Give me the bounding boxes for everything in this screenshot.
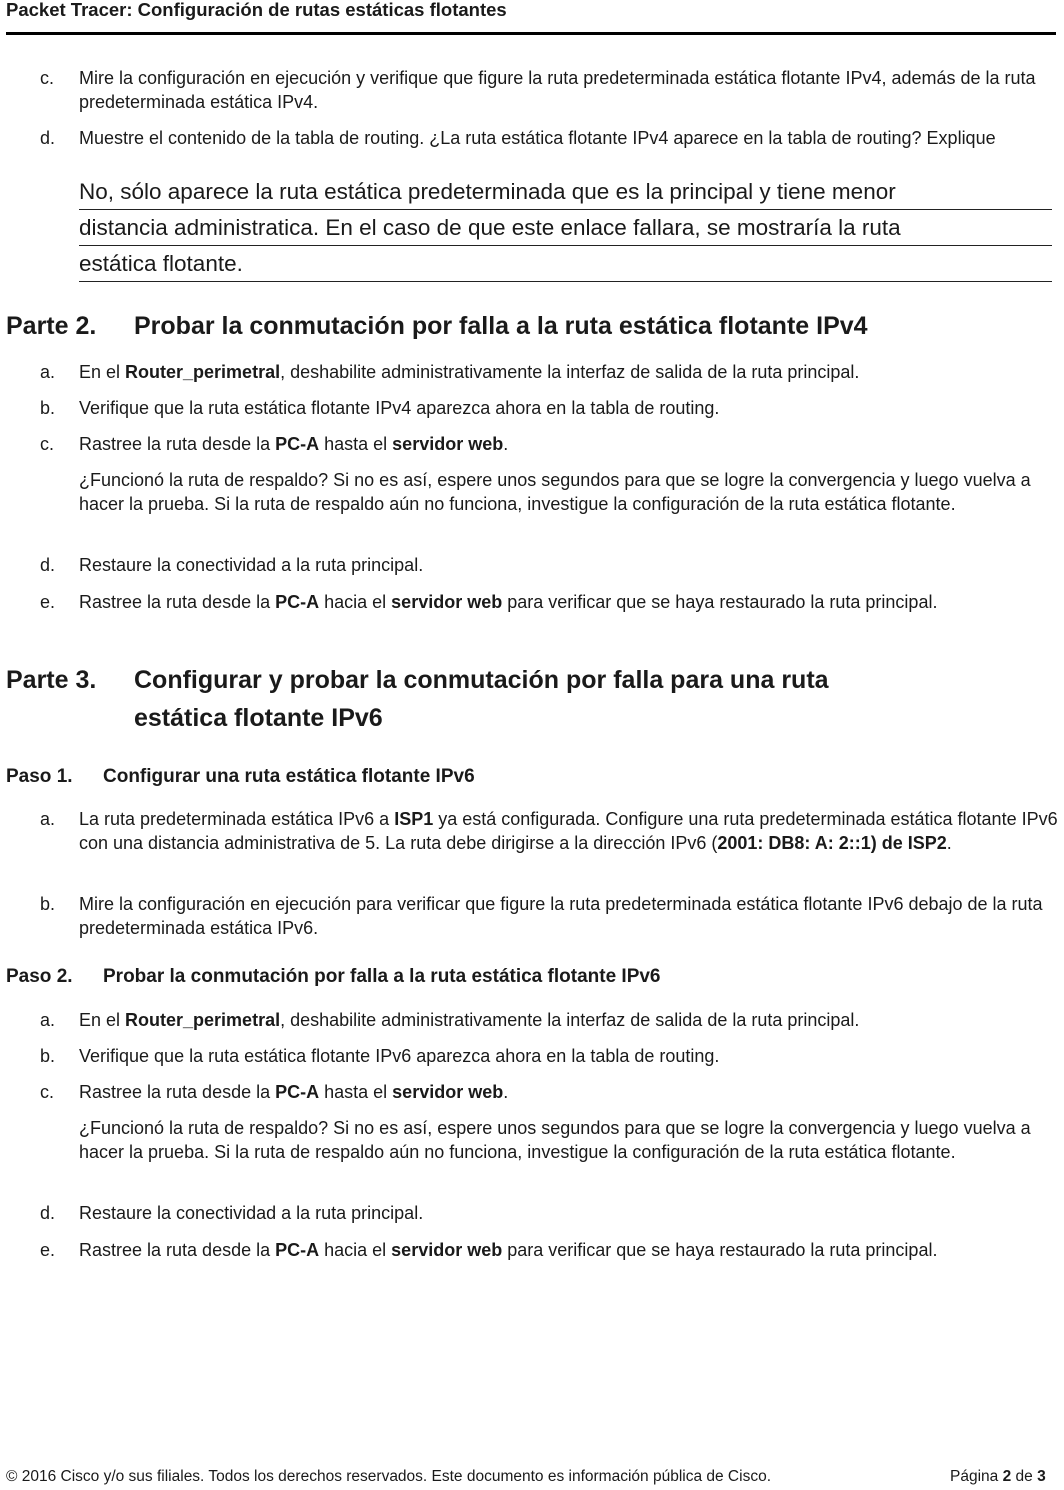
step-heading <box>6 965 1056 989</box>
step-title: Configurar una ruta estática flotante IPv6 <box>103 766 475 787</box>
section-number: Parte 3. <box>6 666 97 694</box>
section-title-line2: estática flotante IPv6 <box>134 704 383 732</box>
item-label: b. <box>40 894 56 914</box>
document-title: Packet Tracer: Configuración de rutas estáticas flotantes <box>6 0 507 20</box>
item-label: d. <box>40 555 56 575</box>
step-title: Probar la conmutación por falla a la ruta estática flotante IPv6 <box>103 966 661 987</box>
section-title: Probar la conmutación por falla a la ruta estática flotante IPv4 <box>134 312 868 340</box>
answer-line: distancia administratica. En el caso de que este enlace fallara, se mostraría la ruta <box>79 211 1052 246</box>
item-label: a. <box>40 362 56 382</box>
item-text: En el Router_perimetral, deshabilite administrativamente la interfaz de salida de la ruta principal. <box>79 362 860 382</box>
item-text: Rastree la ruta desde la PC-A hacia el servidor web para verificar que se haya restaurado la ruta principal. <box>79 1240 938 1260</box>
item-text: Rastree la ruta desde la PC-A hasta el servidor web. <box>79 1082 509 1102</box>
item-label: e. <box>40 592 56 612</box>
list-item <box>40 396 1058 420</box>
item-text: La ruta predeterminada estática IPv6 a ISP1 ya está configurada. Configure una ruta predeterminada estática flotante IPv6 con una distancia administrativa de 5. La ruta debe dirigirse a la dirección IPv6 (2001: DB8: A: 2::1) de ISP2. <box>79 809 1058 853</box>
list-item <box>40 360 1058 384</box>
item-text: Rastree la ruta desde la PC-A hasta el servidor web. <box>79 434 509 454</box>
list-item <box>40 590 1058 614</box>
list-item <box>40 66 1058 114</box>
list-item <box>40 1080 1058 1104</box>
list-item <box>40 1044 1058 1068</box>
footer-copyright: © 2016 Cisco y/o sus filiales. Todos los derechos reservados. Este documento es información pública de Cisco. <box>6 1468 771 1485</box>
step-heading <box>6 765 1056 789</box>
list-item <box>40 807 1058 855</box>
list-item <box>40 432 1058 456</box>
page-number: Página 2 de 3 <box>950 1468 1046 1485</box>
item-label: c. <box>40 68 55 88</box>
item-label: c. <box>40 434 55 454</box>
item-label: a. <box>40 809 56 829</box>
item-label: b. <box>40 398 56 418</box>
section-heading <box>6 309 1056 343</box>
item-text: Mire la configuración en ejecución y verifique que figure la ruta predeterminada estática flotante IPv4, además de la ruta predeterminada estática IPv4. <box>79 68 1036 112</box>
item-text: Muestre el contenido de la tabla de routing. ¿La ruta estática flotante IPv4 aparece en la tabla de routing? Explique <box>79 128 996 148</box>
item-label: c. <box>40 1082 55 1102</box>
item-text: Verifique que la ruta estática flotante IPv4 aparezca ahora en la tabla de routing. <box>79 398 720 418</box>
answer-line: estática flotante. <box>79 247 1052 282</box>
item-text: Mire la configuración en ejecución para verificar que figure la ruta predeterminada estática flotante IPv6 debajo de la ruta predeterminada estática IPv6. <box>79 894 1043 938</box>
item-label: a. <box>40 1010 56 1030</box>
step-number: Paso 1. <box>6 766 73 787</box>
item-text: Verifique que la ruta estática flotante IPv6 aparezca ahora en la tabla de routing. <box>79 1046 720 1066</box>
item-label: b. <box>40 1046 56 1066</box>
note-paragraph: ¿Funcionó la ruta de respaldo? Si no es así, espere unos segundos para que se logre la convergencia y luego vuelva a hacer la prueba. Si la ruta de respaldo aún no funciona, investigue la configuración de la ruta estática flotante. <box>79 1118 1031 1162</box>
list-item <box>40 553 1058 577</box>
section-title-line1: Configurar y probar la conmutación por falla para una ruta <box>134 666 829 694</box>
item-text: Restaure la conectividad a la ruta principal. <box>79 555 424 575</box>
step-number: Paso 2. <box>6 966 73 987</box>
list-item <box>40 892 1058 940</box>
list-item <box>40 1201 1058 1225</box>
list-item <box>40 1238 1058 1262</box>
section-number: Parte 2. <box>6 312 97 340</box>
answer-line: No, sólo aparece la ruta estática predeterminada que es la principal y tiene menor <box>79 175 1052 210</box>
section-heading <box>6 663 1056 735</box>
item-text: Restaure la conectividad a la ruta principal. <box>79 1203 424 1223</box>
page-header <box>6 0 1056 35</box>
list-item <box>40 126 1058 150</box>
item-label: e. <box>40 1240 56 1260</box>
list-item <box>40 1008 1058 1032</box>
item-text: En el Router_perimetral, deshabilite administrativamente la interfaz de salida de la ruta principal. <box>79 1010 860 1030</box>
note-paragraph: ¿Funcionó la ruta de respaldo? Si no es así, espere unos segundos para que se logre la convergencia y luego vuelva a hacer la prueba. Si la ruta de respaldo aún no funciona, investigue la configuración de la ruta estática flotante. <box>79 470 1031 514</box>
item-label: d. <box>40 128 56 148</box>
item-label: d. <box>40 1203 56 1223</box>
item-text: Rastree la ruta desde la PC-A hacia el servidor web para verificar que se haya restaurado la ruta principal. <box>79 592 938 612</box>
